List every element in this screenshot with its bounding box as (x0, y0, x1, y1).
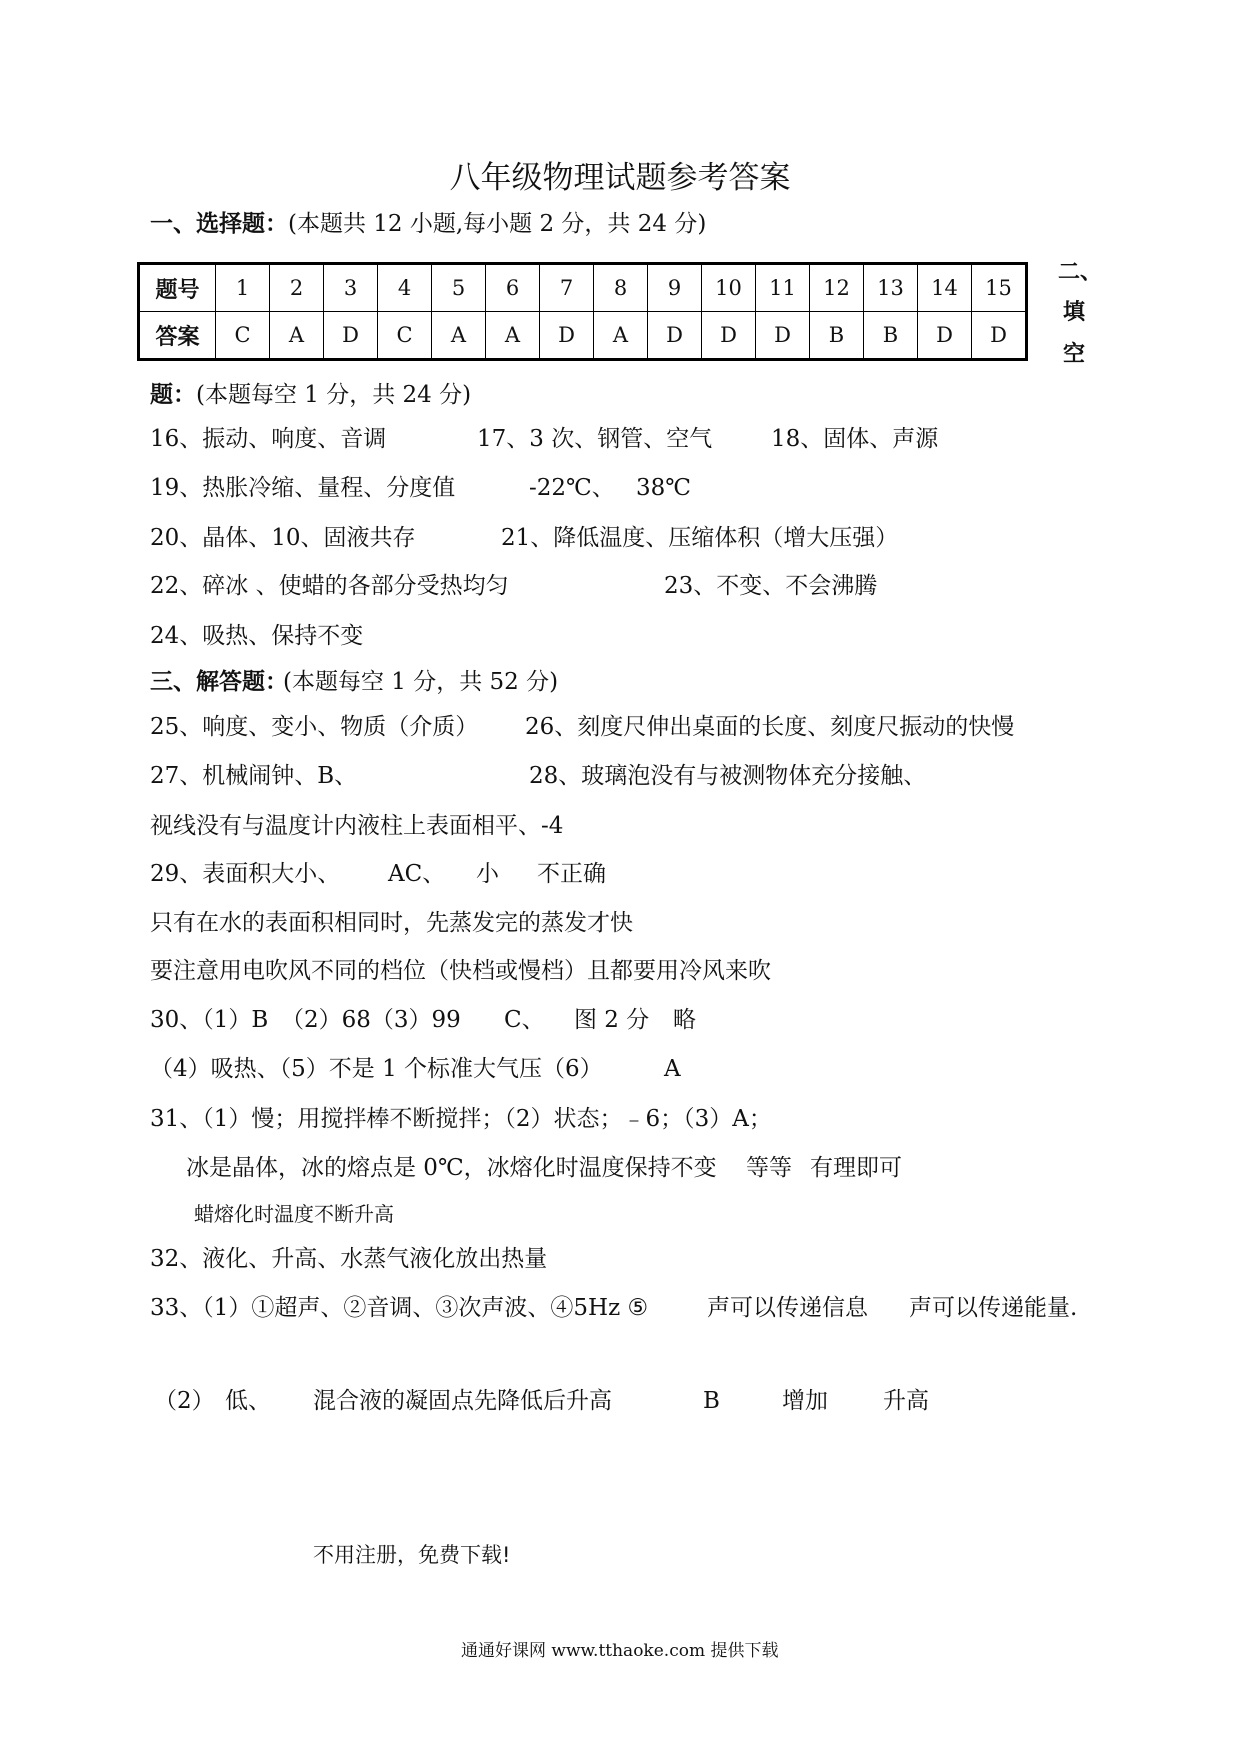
answer-line-q27: 27、机械闹钟、B、 (150, 763, 358, 789)
table-row-answers (139, 312, 1027, 360)
answer-line-q31d: 有理即可 (810, 1155, 902, 1181)
section2-label: 题： (150, 381, 196, 408)
answer-line-q33e: 低、 (225, 1388, 271, 1414)
question-number-cell: 15 (972, 264, 1027, 312)
answer-cell: D (702, 312, 756, 360)
answer-line-q31c: 等等 (746, 1155, 792, 1181)
answer-line-s3-heading: 三、解答题： (150, 668, 288, 695)
section2-side-3: 空 (1063, 341, 1086, 367)
question-number-cell: 7 (540, 264, 594, 312)
answer-line-q29f: 要注意用电吹风不同的档位（快档或慢档）且都要用冷风来吹 (150, 958, 771, 984)
answer-line-q33a: 33、（1）①超声、②音调、③次声波、④5Hz ⑤ (150, 1295, 649, 1321)
answer-line-q20: 20、晶体、10、固液共存 (150, 525, 416, 551)
section2-side-2: 填 (1063, 299, 1086, 325)
question-number-cell: 6 (486, 264, 540, 312)
answer-line-q30d: 图 2 分 (574, 1007, 650, 1033)
answer-line-q19b: -22℃、 (529, 475, 615, 501)
section2-note: (本题每空 1 分，共 24 分) (196, 382, 472, 408)
answer-line-q18: 18、固体、声源 (771, 426, 939, 452)
answer-cell: A (486, 312, 540, 360)
answer-line-q26: 26、刻度尺伸出桌面的长度、刻度尺振动的快慢 (525, 714, 1015, 740)
section2-heading (150, 381, 471, 409)
answer-line-q33i: 升高 (883, 1388, 929, 1414)
question-number-cell: 14 (918, 264, 972, 312)
answer-line-q33c: 声可以传递能量. (909, 1295, 1078, 1321)
answer-cell: D (756, 312, 810, 360)
question-number-cell: 2 (270, 264, 324, 312)
answer-line-q28b: 视线没有与温度计内液柱上表面相平、-4 (150, 813, 564, 839)
table-row-numbers (139, 264, 1027, 312)
answer-line-q23: 23、不变、不会沸腾 (664, 573, 878, 599)
question-number-cell: 8 (594, 264, 648, 312)
answer-line-q21: 21、降低温度、压缩体积（增大压强） (501, 525, 899, 551)
answer-cell: D (918, 312, 972, 360)
answer-line-q30g: A (664, 1056, 681, 1082)
answer-line-s3-note: (本题每空 1 分，共 52 分) (283, 669, 559, 695)
question-number-cell: 4 (378, 264, 432, 312)
row-header-number: 题号 (139, 264, 216, 312)
answer-cell: C (378, 312, 432, 360)
answer-cell: C (216, 312, 270, 360)
answer-cell: B (864, 312, 918, 360)
answer-line-q33h: 增加 (782, 1388, 828, 1414)
section1-label: 一、选择题： (150, 210, 288, 237)
question-number-cell: 9 (648, 264, 702, 312)
footer-text: 通通好课网 www.tthaoke.com 提供下载 (461, 1641, 779, 1661)
answer-table (137, 262, 1028, 361)
answer-line-q30b: （2）68（3）99 (281, 1007, 461, 1033)
question-number-cell: 11 (756, 264, 810, 312)
answer-line-q30e: 略 (673, 1007, 696, 1033)
answer-cell: D (324, 312, 378, 360)
answer-line-q30f: （4）吸热、（5）不是 1 个标准大气压（6） (150, 1056, 603, 1082)
answer-line-q25: 25、响度、变小、物质（介质） (150, 714, 479, 740)
row-header-answer: 答案 (139, 312, 216, 360)
answer-line-q33g: B (703, 1388, 720, 1414)
answer-line-q22: 22、碎冰 、使蜡的各部分受热均匀 (150, 573, 509, 599)
promo-text: 不用注册，免费下载! (313, 1543, 511, 1567)
answer-cell: D (972, 312, 1027, 360)
answer-line-q28: 28、玻璃泡没有与被测物体充分接触、 (529, 763, 927, 789)
section1-heading (150, 210, 706, 238)
question-number-cell: 1 (216, 264, 270, 312)
answer-line-q32: 32、液化、升高、水蒸气液化放出热量 (150, 1246, 548, 1272)
question-number-cell: 13 (864, 264, 918, 312)
answer-line-q19a: 19、热胀冷缩、量程、分度值 (150, 475, 456, 501)
answer-cell: D (540, 312, 594, 360)
question-number-cell: 3 (324, 264, 378, 312)
answer-cell: A (270, 312, 324, 360)
answer-line-q33d: （2） (154, 1388, 215, 1414)
answer-line-q30c: C、 (504, 1007, 545, 1033)
question-number-cell: 12 (810, 264, 864, 312)
answer-line-q29b: AC、 (388, 861, 446, 887)
page-title: 八年级物理试题参考答案 (449, 160, 791, 196)
answer-line-q33b: 声可以传递信息 (707, 1295, 868, 1321)
question-number-cell: 10 (702, 264, 756, 312)
answer-line-q17: 17、3 次、钢管、空气 (477, 426, 713, 452)
question-number-cell: 5 (432, 264, 486, 312)
answer-line-q29a: 29、表面积大小、 (150, 861, 341, 887)
answer-line-q29d: 不正确 (537, 861, 606, 887)
section1-note: (本题共 12 小题,每小题 2 分，共 24 分) (288, 211, 707, 237)
answer-line-q19c: 38℃ (636, 475, 691, 501)
answer-cell: A (432, 312, 486, 360)
answer-cell: D (648, 312, 702, 360)
answer-line-q31: 31、（1）慢；用搅拌棒不断搅拌；（2）状态；﹣6；（3）A； (150, 1106, 772, 1132)
answer-line-q16: 16、振动、响度、音调 (150, 426, 387, 452)
answer-line-q31b: 冰是晶体，冰的熔点是 0℃，冰熔化时温度保持不变 (186, 1155, 717, 1181)
answer-line-q33f: 混合液的凝固点先降低后升高 (313, 1388, 612, 1414)
answer-line-q24: 24、吸热、保持不变 (150, 623, 364, 649)
answer-line-q31e: 蜡熔化时温度不断升高 (194, 1202, 394, 1226)
answer-cell: A (594, 312, 648, 360)
answer-line-q29e: 只有在水的表面积相同时，先蒸发完的蒸发才快 (150, 910, 633, 936)
answer-cell: B (810, 312, 864, 360)
answer-line-q29c: 小 (476, 861, 499, 887)
answer-line-q30a: 30、（1）B (150, 1007, 269, 1033)
section2-side-1: 二、 (1058, 259, 1103, 285)
